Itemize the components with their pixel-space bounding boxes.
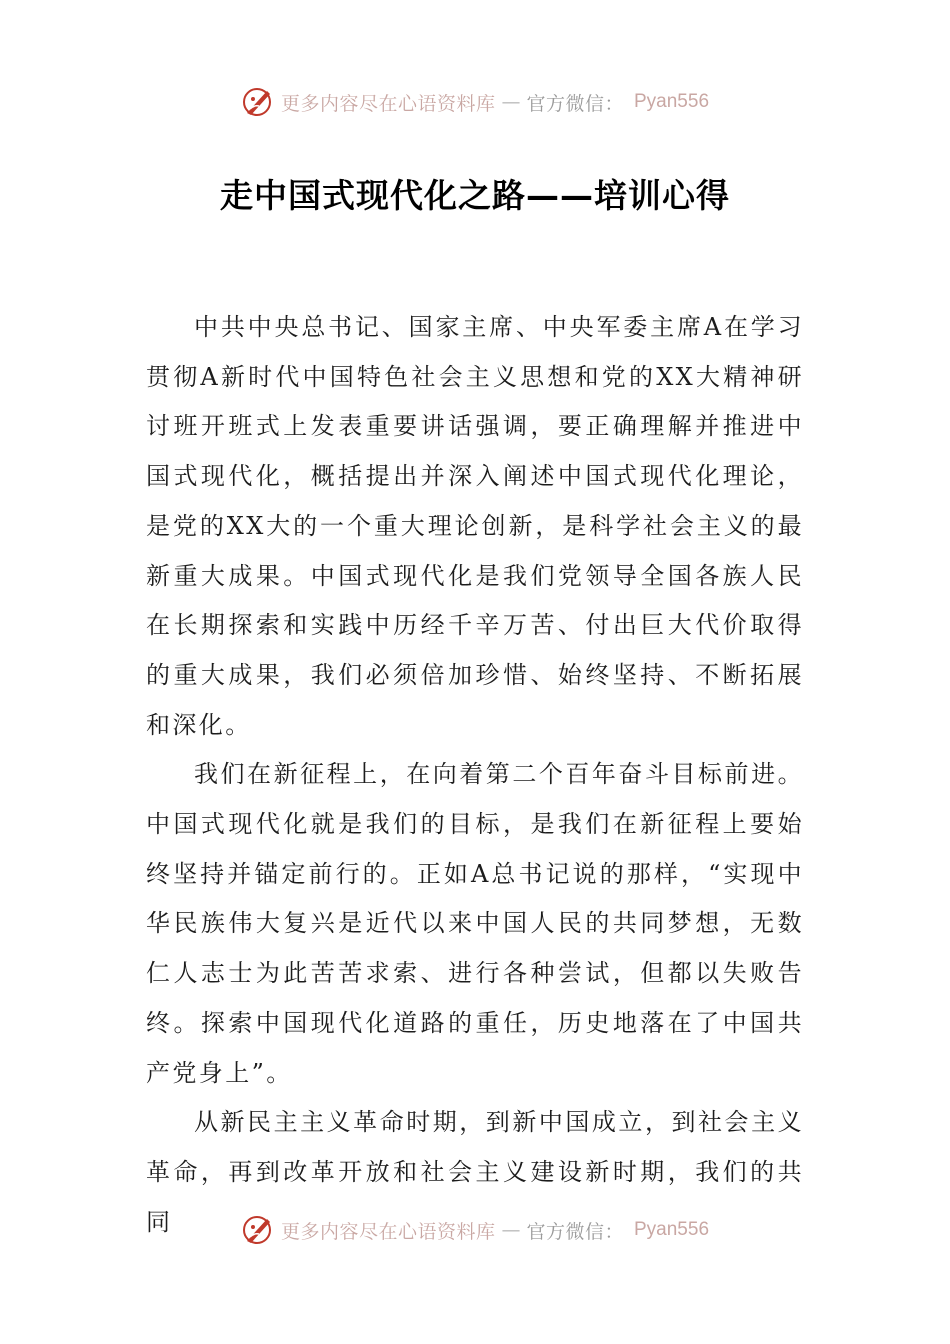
quill-pen-seal-icon [241, 1213, 275, 1247]
paragraph-3: 从新民主主义革命时期，到新中国成立，到社会主义革命，再到改革开放和社会主义建设新时期，我们的共同 [146, 1108, 804, 1236]
banner-separator: — [501, 91, 521, 113]
banner-wechat-id: Pyan556 [634, 1219, 710, 1240]
quill-pen-seal-icon [241, 85, 275, 119]
banner-separator: — [501, 1219, 521, 1241]
document-title: 走中国式现代化之路——培训心得 [220, 176, 730, 215]
document-body [146, 303, 804, 1247]
header-banner-content [241, 85, 709, 119]
banner-wechat-id: Pyan556 [634, 91, 710, 112]
paragraph-1: 中共中央总书记、国家主席、中央军委主席A在学习贯彻A新时代中国特色社会主义思想和党的XX大精神研讨班开班式上发表重要讲话强调，要正确理解并推进中国式现代化，概括提出并深入阐述中国式现代化理论，是党的XX大的一个重大理论创新，是科学社会主义的最新重大成果。中国式现代化是我们党领导全国各族人民在长期探索和实践中历经千辛万苦、付出巨大代价取得的重大成果，我们必须倍加珍惜、始终坚持、不断拓展和深化。 [146, 313, 804, 739]
footer-banner-content [241, 1213, 709, 1247]
banner-main-text: 更多内容尽在心语资料库 [280, 1220, 496, 1243]
footer-banner [0, 1210, 950, 1250]
banner-main-text: 更多内容尽在心语资料库 [280, 92, 496, 115]
banner-wechat-label: 官方微信： [526, 1220, 624, 1243]
banner-wechat-label: 官方微信： [526, 92, 624, 115]
paragraph-2: 我们在新征程上，在向着第二个百年奋斗目标前进。中国式现代化就是我们的目标，是我们在新征程上要始终坚持并锚定前行的。正如A总书记说的那样，“实现中华民族伟大复兴是近代以来中国人民的共同梦想，无数仁人志士为此苦苦求索、进行各种尝试，但都以失败告终。探索中国现代化道路的重任，历史地落在了中国共产党身上”。 [146, 760, 804, 1087]
header-banner [0, 82, 950, 122]
